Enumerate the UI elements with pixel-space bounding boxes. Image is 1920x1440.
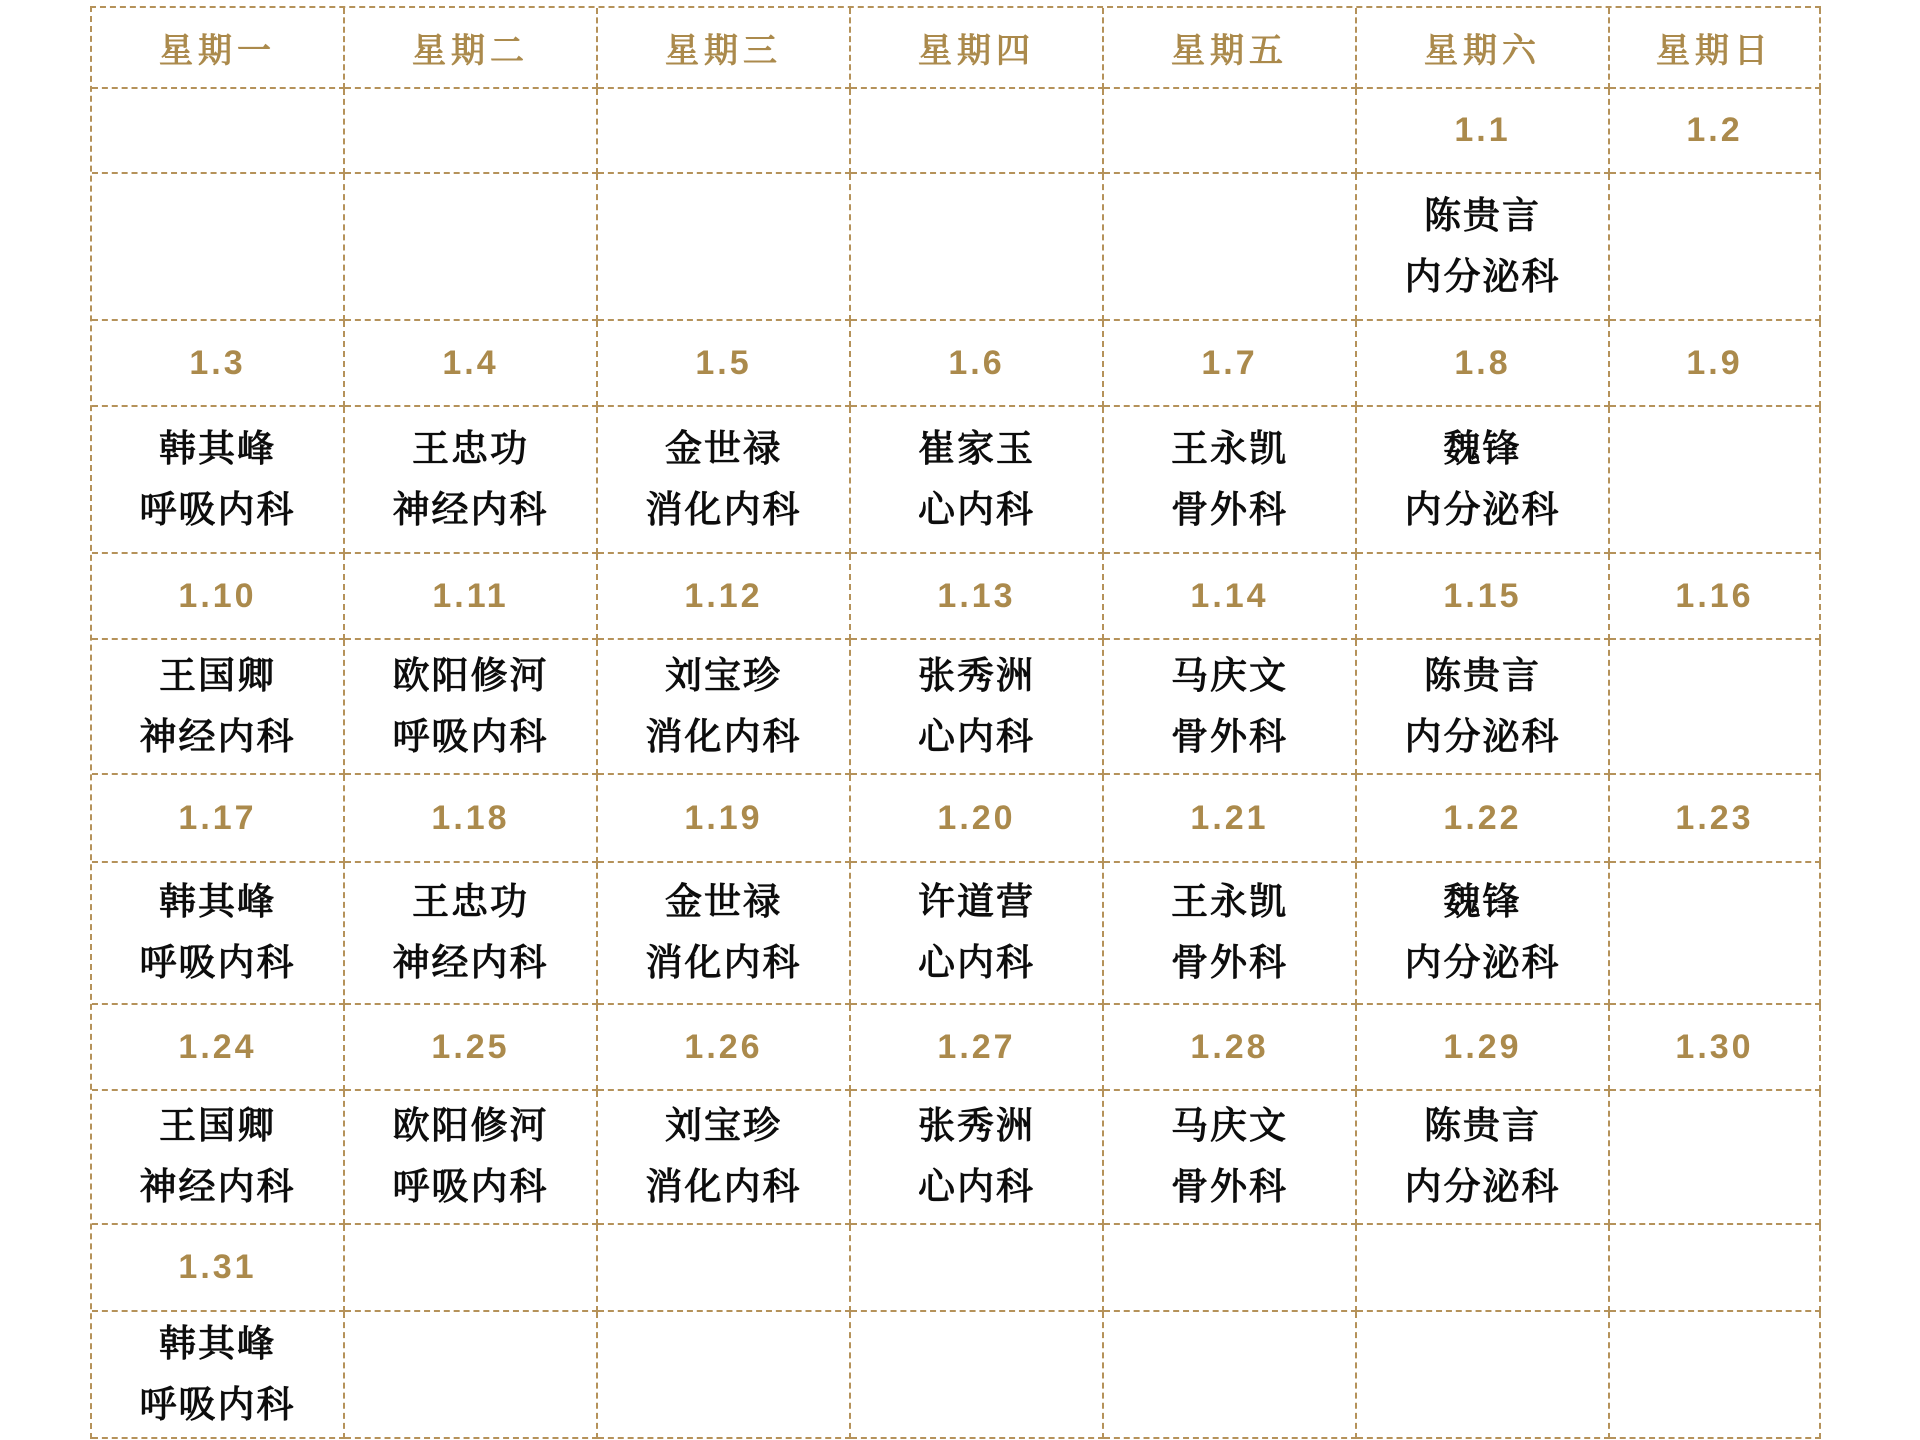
duty-cell bbox=[1357, 407, 1610, 554]
date-cell bbox=[1357, 1225, 1610, 1312]
date-cell: 1.22 bbox=[1357, 775, 1610, 863]
date-cell: 1.26 bbox=[598, 1005, 851, 1091]
empty-duty-cell bbox=[1610, 174, 1821, 321]
doctor-department: 心内科 bbox=[918, 942, 1035, 983]
date-cell: 1.29 bbox=[1357, 1005, 1610, 1091]
date-cell: 1.18 bbox=[345, 775, 598, 863]
empty-duty-cell bbox=[1610, 1312, 1821, 1439]
duty-cell bbox=[1357, 1091, 1610, 1225]
doctor-name: 王国卿 bbox=[159, 1105, 276, 1147]
duty-cell bbox=[92, 1312, 345, 1439]
duty-cell bbox=[851, 1091, 1104, 1225]
weekday-header-cell: 星期四 bbox=[851, 8, 1104, 89]
date-cell bbox=[345, 89, 598, 174]
duty-cell bbox=[1357, 640, 1610, 775]
duty-cell bbox=[851, 407, 1104, 554]
date-cell: 1.6 bbox=[851, 321, 1104, 407]
date-cell: 1.20 bbox=[851, 775, 1104, 863]
doctor-department: 内分泌科 bbox=[1404, 488, 1561, 530]
empty-duty-cell bbox=[598, 174, 851, 321]
date-cell bbox=[851, 1225, 1104, 1312]
date-cell: 1.8 bbox=[1357, 321, 1610, 407]
date-cell bbox=[598, 89, 851, 174]
date-cell: 1.15 bbox=[1357, 554, 1610, 640]
empty-duty-cell bbox=[1104, 174, 1357, 321]
doctor-department: 消化内科 bbox=[645, 942, 802, 983]
empty-duty-cell bbox=[345, 174, 598, 321]
date-cell: 1.13 bbox=[851, 554, 1104, 640]
duty-cell bbox=[598, 1091, 851, 1225]
doctor-department: 骨外科 bbox=[1171, 942, 1288, 983]
doctor-name: 陈贵言 bbox=[1424, 1105, 1541, 1147]
date-cell bbox=[345, 1225, 598, 1312]
date-cell bbox=[92, 89, 345, 174]
date-cell: 1.21 bbox=[1104, 775, 1357, 863]
date-cell: 1.11 bbox=[345, 554, 598, 640]
doctor-department: 骨外科 bbox=[1171, 715, 1288, 757]
doctor-name: 王永凯 bbox=[1171, 881, 1288, 923]
date-cell: 1.3 bbox=[92, 321, 345, 407]
doctor-department: 神经内科 bbox=[392, 488, 549, 530]
doctor-department: 神经内科 bbox=[139, 715, 296, 757]
weekday-header-cell: 星期二 bbox=[345, 8, 598, 89]
duty-cell bbox=[598, 407, 851, 554]
empty-duty-cell bbox=[1610, 640, 1821, 775]
doctor-name: 陈贵言 bbox=[1424, 654, 1541, 696]
duty-cell bbox=[1104, 407, 1357, 554]
date-cell: 1.16 bbox=[1610, 554, 1821, 640]
doctor-department: 神经内科 bbox=[392, 942, 549, 983]
date-cell bbox=[1610, 1225, 1821, 1312]
doctor-department: 骨外科 bbox=[1171, 1166, 1288, 1207]
date-cell: 1.14 bbox=[1104, 554, 1357, 640]
doctor-department: 心内科 bbox=[918, 715, 1035, 757]
weekday-header-cell: 星期日 bbox=[1610, 8, 1821, 89]
doctor-name: 许道营 bbox=[918, 881, 1035, 923]
doctor-department: 内分泌科 bbox=[1404, 1166, 1561, 1207]
doctor-name: 马庆文 bbox=[1171, 654, 1288, 696]
duty-cell bbox=[1104, 863, 1357, 1005]
duty-cell bbox=[92, 407, 345, 554]
weekday-header-cell: 星期六 bbox=[1357, 8, 1610, 89]
empty-duty-cell bbox=[1104, 1312, 1357, 1439]
empty-duty-cell bbox=[851, 1312, 1104, 1439]
empty-duty-cell bbox=[851, 174, 1104, 321]
doctor-department: 神经内科 bbox=[139, 1166, 296, 1207]
date-cell bbox=[851, 89, 1104, 174]
doctor-department: 呼吸内科 bbox=[139, 488, 296, 530]
doctor-name: 魏锋 bbox=[1443, 427, 1522, 469]
duty-cell bbox=[851, 640, 1104, 775]
doctor-name: 刘宝珍 bbox=[665, 654, 782, 696]
duty-cell bbox=[1104, 640, 1357, 775]
doctor-name: 金世禄 bbox=[665, 427, 782, 469]
doctor-name: 刘宝珍 bbox=[665, 1105, 782, 1147]
date-cell: 1.1 bbox=[1357, 89, 1610, 174]
date-cell bbox=[598, 1225, 851, 1312]
date-cell: 1.30 bbox=[1610, 1005, 1821, 1091]
duty-cell bbox=[1104, 1091, 1357, 1225]
date-cell: 1.10 bbox=[92, 554, 345, 640]
duty-cell bbox=[92, 863, 345, 1005]
date-cell: 1.31 bbox=[92, 1225, 345, 1312]
date-cell: 1.17 bbox=[92, 775, 345, 863]
doctor-department: 心内科 bbox=[918, 1166, 1035, 1207]
date-cell: 1.5 bbox=[598, 321, 851, 407]
empty-duty-cell bbox=[345, 1312, 598, 1439]
empty-duty-cell bbox=[1610, 863, 1821, 1005]
duty-cell bbox=[598, 863, 851, 1005]
weekday-header-cell: 星期三 bbox=[598, 8, 851, 89]
doctor-department: 骨外科 bbox=[1171, 488, 1288, 530]
empty-duty-cell bbox=[1357, 1312, 1610, 1439]
doctor-name: 王忠功 bbox=[412, 427, 529, 469]
doctor-department: 呼吸内科 bbox=[392, 715, 549, 757]
duty-cell bbox=[345, 407, 598, 554]
doctor-department: 消化内科 bbox=[645, 1166, 802, 1207]
doctor-name: 崔家玉 bbox=[918, 427, 1035, 469]
empty-duty-cell bbox=[1610, 407, 1821, 554]
duty-cell bbox=[851, 863, 1104, 1005]
doctor-name: 王国卿 bbox=[159, 654, 276, 696]
doctor-department: 呼吸内科 bbox=[139, 1383, 296, 1425]
doctor-name: 王永凯 bbox=[1171, 427, 1288, 469]
doctor-name: 马庆文 bbox=[1171, 1105, 1288, 1147]
date-cell: 1.19 bbox=[598, 775, 851, 863]
doctor-name: 张秀洲 bbox=[918, 654, 1035, 696]
doctor-name: 魏锋 bbox=[1443, 881, 1522, 923]
date-cell: 1.12 bbox=[598, 554, 851, 640]
doctor-name: 陈贵言 bbox=[1424, 194, 1541, 236]
date-cell: 1.24 bbox=[92, 1005, 345, 1091]
date-cell: 1.2 bbox=[1610, 89, 1821, 174]
duty-cell bbox=[345, 863, 598, 1005]
date-cell bbox=[1104, 1225, 1357, 1312]
empty-duty-cell bbox=[92, 174, 345, 321]
duty-cell bbox=[1357, 174, 1610, 321]
duty-cell bbox=[92, 1091, 345, 1225]
doctor-department: 内分泌科 bbox=[1404, 255, 1561, 297]
doctor-department: 消化内科 bbox=[645, 715, 802, 757]
empty-duty-cell bbox=[598, 1312, 851, 1439]
weekday-header-cell: 星期一 bbox=[92, 8, 345, 89]
doctor-name: 韩其峰 bbox=[159, 881, 276, 923]
doctor-department: 心内科 bbox=[918, 488, 1035, 530]
date-cell bbox=[1104, 89, 1357, 174]
date-cell: 1.9 bbox=[1610, 321, 1821, 407]
doctor-department: 呼吸内科 bbox=[392, 1166, 549, 1207]
date-cell: 1.23 bbox=[1610, 775, 1821, 863]
duty-cell bbox=[1357, 863, 1610, 1005]
duty-cell bbox=[92, 640, 345, 775]
duty-schedule-table bbox=[90, 6, 1821, 1439]
date-cell: 1.28 bbox=[1104, 1005, 1357, 1091]
doctor-name: 韩其峰 bbox=[159, 1322, 276, 1364]
date-cell: 1.27 bbox=[851, 1005, 1104, 1091]
doctor-name: 张秀洲 bbox=[918, 1105, 1035, 1147]
doctor-department: 内分泌科 bbox=[1404, 715, 1561, 757]
weekday-header-cell: 星期五 bbox=[1104, 8, 1357, 89]
date-cell: 1.25 bbox=[345, 1005, 598, 1091]
empty-duty-cell bbox=[1610, 1091, 1821, 1225]
doctor-department: 消化内科 bbox=[645, 488, 802, 530]
doctor-name: 金世禄 bbox=[665, 881, 782, 923]
doctor-department: 呼吸内科 bbox=[139, 942, 296, 983]
duty-cell bbox=[345, 1091, 598, 1225]
doctor-name: 欧阳修河 bbox=[392, 654, 549, 696]
duty-cell bbox=[598, 640, 851, 775]
date-cell: 1.4 bbox=[345, 321, 598, 407]
date-cell: 1.7 bbox=[1104, 321, 1357, 407]
doctor-name: 王忠功 bbox=[412, 881, 529, 923]
doctor-name: 欧阳修河 bbox=[392, 1105, 549, 1147]
doctor-department: 内分泌科 bbox=[1404, 942, 1561, 983]
duty-cell bbox=[345, 640, 598, 775]
doctor-name: 韩其峰 bbox=[159, 427, 276, 469]
